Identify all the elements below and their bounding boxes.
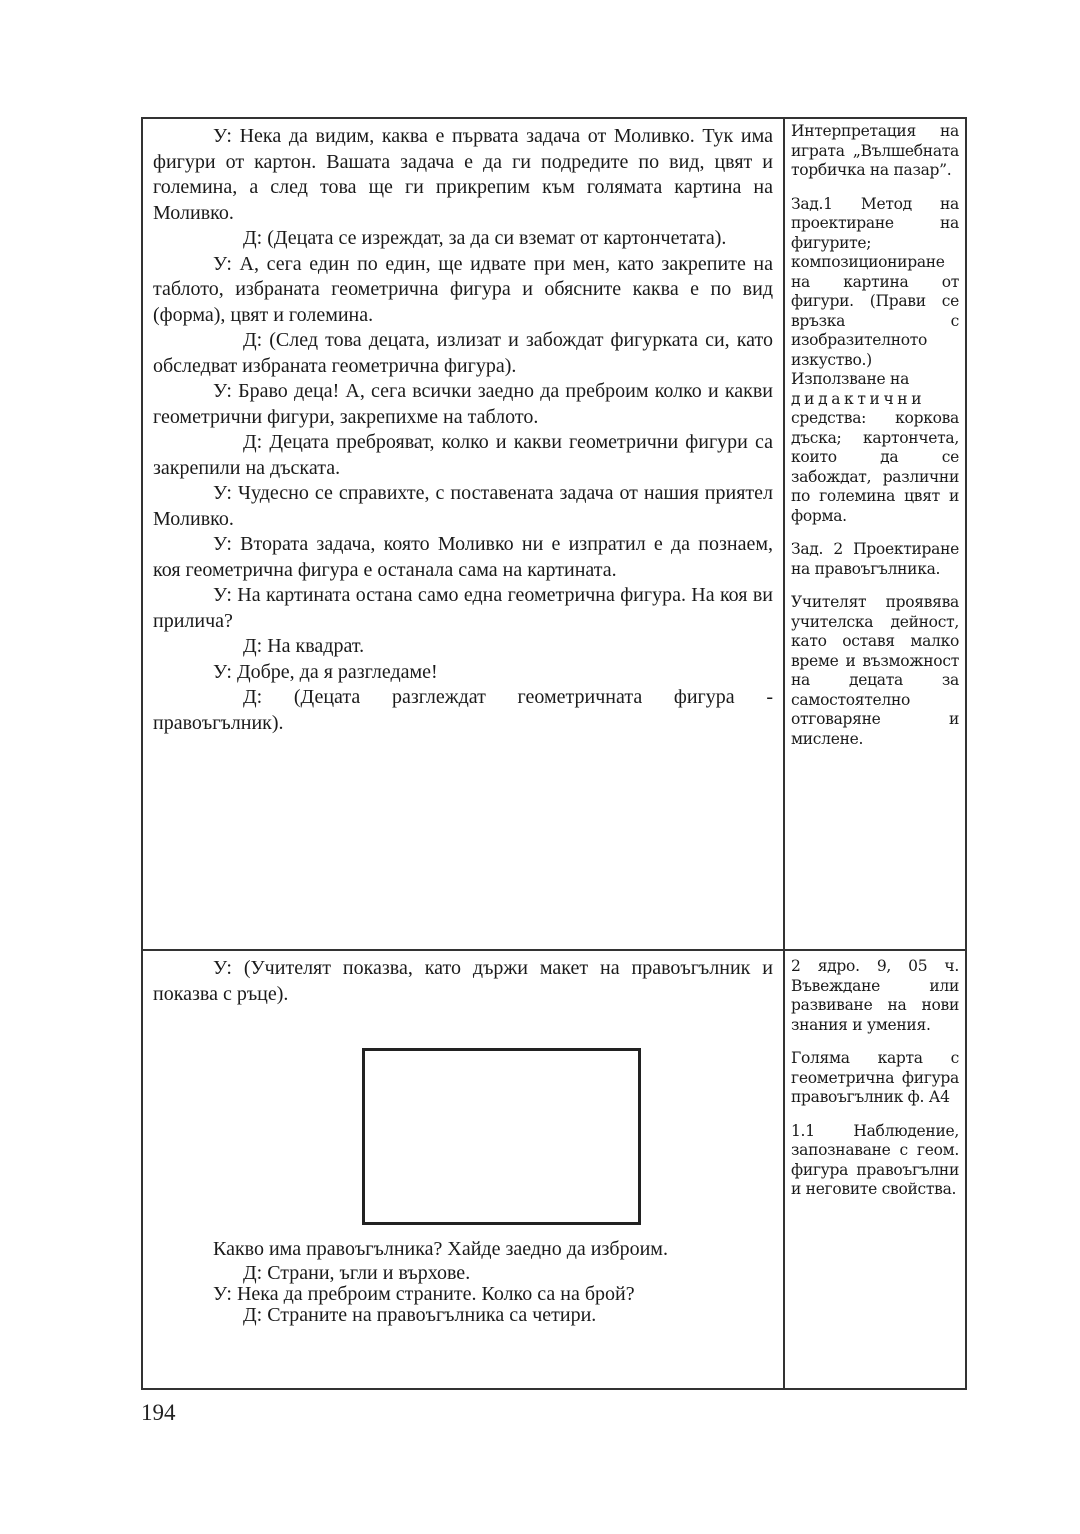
dialogue-cell-1 [143, 119, 783, 949]
dialogue-line: Д: (Децата разглеждат геометричната фигура - правоъгълник). [153, 686, 773, 734]
dialogue-line: Д: Страни, ъгли и върхове. [243, 1261, 471, 1284]
dialogue-line: У: (Учителят показва, като държи макет на правоъгълник и показва с ръце). [153, 957, 773, 1005]
dialogue-line: Д: (Децата се изреждат, за да си вземат от картончетата). [243, 227, 727, 249]
dialogue-line: Д: (След това децата, излизат и забождат фигурката си, като обследват избраната геометрична фигура). [153, 329, 773, 377]
lesson-table [141, 117, 967, 1390]
note: дидактични [791, 389, 926, 408]
note: Зад.1 Метод на проектиране на фигурите; композициониране на картина от фигури. (Прави се връзка с изобразителното изкуство.) [791, 194, 959, 369]
dialogue-line: Д: На квадрат. [243, 635, 365, 657]
dialogue-line: У: Нека да преброим страните. Колко са на брой? [213, 1282, 635, 1305]
dialogue-top [153, 956, 773, 1007]
note: Зад. 2 Проектиране на правоъгълника. [791, 540, 959, 578]
note: Интерпретация на играта „Вълшебната торбичка на пазар”. [791, 122, 959, 179]
note: Голяма карта с геометрична фигура правоъгълник ф. А4 [791, 1049, 959, 1106]
notes-cell-2 [785, 951, 967, 1388]
note: Учителят проявява учителска дейност, като оставя малко време и възможност на децата за самостоятелно отговаряне и мислене. [791, 593, 959, 748]
dialogue-line: Д: Страните на правоъгълника са четири. [243, 1303, 597, 1326]
note: Използване на [791, 370, 910, 388]
dialogue-line: У: Добре, да я разгледаме! [213, 660, 438, 683]
dialogue-line: Какво има правоъгълника? Хайде заедно да изброим. [213, 1238, 668, 1260]
notes-cell-1 [785, 119, 967, 949]
dialogue-line: У: А, сега един по един, ще идвате при мен, като закрепите на таблото, избраната геометрична фигура и обясните каква е по вид (форма), цвят и големина. [153, 252, 773, 326]
dialogue-line: У: Втората задача, която Моливко ни е изпратил е да познаем, коя геометрична фигура е останала сама на картината. [153, 533, 773, 581]
note: средства: коркова дъска; картончета, които да се забождат, различни по големина цвят и форма. [791, 409, 959, 525]
page-number: 194 [141, 1400, 176, 1425]
dialogue-bottom [153, 1237, 773, 1326]
note: 1.1 Наблюдение, запознаване с геом. фигура правоъгълни и неговите свойства. [791, 1121, 959, 1198]
rectangle-figure [362, 1048, 641, 1225]
note: 2 ядро. 9, 05 ч. Въвеждане или развиване на нови знания и умения. [791, 957, 959, 1034]
dialogue-line: У: На картината остана само една геометрична фигура. На коя ви прилича? [153, 584, 773, 632]
dialogue-cell-2 [143, 951, 783, 1388]
dialogue-line: Д: Децата преброяват, колко и какви геометрични фигури са закрепили на дъската. [153, 431, 773, 479]
dialogue-line: У: Нека да видим, каква е първата задача от Моливко. Тук има фигури от картон. Вашата задача е да ги подредите по вид, цвят и големина, а след това ще ги прикрепим към голямата картина на Моливко. [153, 125, 773, 224]
dialogue-line: У: Браво деца! А, сега всички заедно да преброим колко и какви геометрични фигури, закрепихме на таблото. [153, 380, 773, 428]
dialogue-line: У: Чудесно се справихте, с поставената задача от нашия приятел Моливко. [153, 482, 773, 530]
